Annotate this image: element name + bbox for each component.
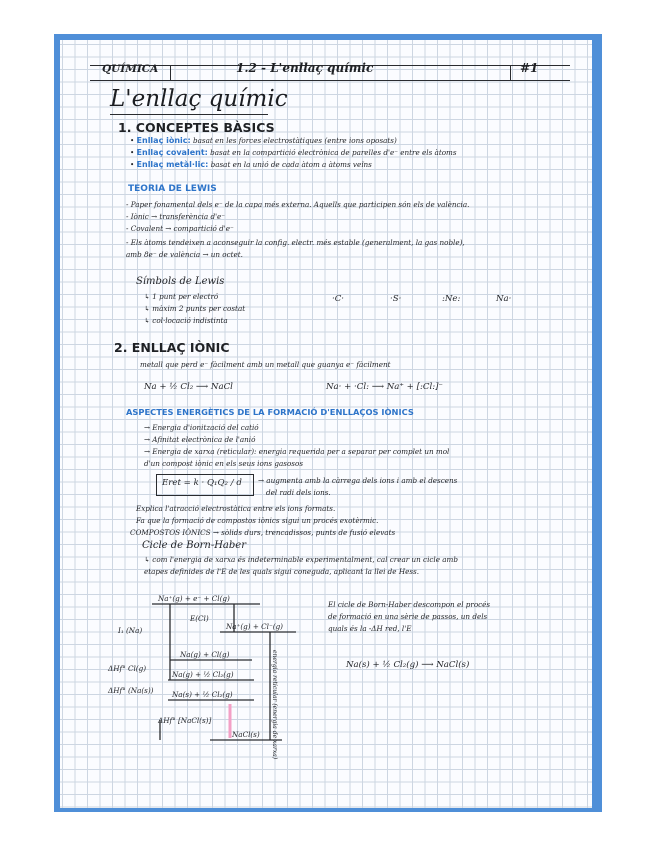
- energetic-note: Explica l'atracció electrostàtica entre els ions formats.: [136, 504, 336, 513]
- energetic-item: → Energia de xarxa (reticular): energia requerida per a separar per complet un mol: [144, 447, 450, 456]
- born-haber-description: ↳ com l'energia de xarxa és indeterminable experimentalment, cal crear un cicle amb: [144, 555, 458, 564]
- cycle-level-label: NaCl(s): [232, 730, 260, 739]
- bullet-item: • Enllaç metàl·lic: basat en la unió de cada àtom a àtoms veïns: [130, 160, 372, 169]
- cycle-step-label: I₁ (Na): [118, 626, 143, 635]
- formula-note: del radi dels ions.: [266, 488, 331, 497]
- cycle-level-label: Na(g) + ½ Cl₂(g): [172, 670, 234, 679]
- born-haber-description: etapes definides de l'E de les quals sigui coneguda, aplicant la llei de Hess.: [144, 567, 419, 576]
- cycle-explanation: quals és la -ΔH red, l'E: [328, 624, 412, 633]
- energetic-heading: ASPECTES ENERGÈTICS DE LA FORMACIÓ D'ENLLAÇOS IÒNICS: [126, 407, 414, 417]
- energetic-item: d'un compost iònic en els seus ions gasosos: [144, 459, 304, 468]
- lewis-rule: ↳ col·locació indistinta: [144, 316, 228, 325]
- bullet-item: • Enllaç covalent: basat en la compartició electrònica de parelles d'e⁻ entre els àtoms: [130, 148, 457, 157]
- cycle-level-label: Na(g) + Cl(g): [180, 650, 230, 659]
- cycle-step-label: ΔHf° (Na(s)): [108, 686, 154, 695]
- lattice-energy-label: energia reticular (energia de xarxa): [271, 650, 278, 760]
- ionic-intro: metall que perd e⁻ fàcilment amb un metall que guanya e⁻ fàcilment: [140, 360, 391, 369]
- lattice-energy-formula: Eret = k · Q₁Q₂ / d: [162, 478, 242, 488]
- header-page-number: #1: [520, 61, 539, 75]
- lewis-line: - Covalent → compartició d'e⁻: [126, 224, 234, 233]
- energetic-note: Fa que la formació de compostos iònics sigui un procés exotèrmic.: [136, 516, 379, 525]
- equation: Na + ½ Cl₂ ⟶ NaCl: [144, 382, 233, 392]
- lewis-line: - Paper fonamental dels e⁻ de la capa més externa. Aquells que participen són els de valència.: [126, 200, 470, 209]
- lewis-rule: ↳ 1 punt per electró: [144, 292, 219, 301]
- cycle-explanation: El cicle de Born-Haber descompon el procés: [328, 600, 491, 609]
- lewis-example: ·C·: [332, 294, 345, 304]
- energetic-item: → Afinitat electrònica de l'anió: [144, 435, 256, 444]
- cycle-step-label: ΔHf° [NaCl(s)]: [158, 716, 212, 725]
- cycle-step-label: ΔHf° Cl(g): [108, 664, 147, 673]
- formula-note: → augmenta amb la càrrega dels ions i amb el descens: [258, 476, 458, 485]
- cycle-level-label: Na⁺(g) + e⁻ + Cl(g): [158, 594, 230, 603]
- section-heading: 1. CONCEPTES BÀSICS: [118, 120, 275, 135]
- lewis-symbols-heading: Símbols de Lewis: [136, 276, 225, 287]
- page-title: L'enllaç químic: [110, 86, 288, 112]
- section-heading: 2. ENLLAÇ IÒNIC: [114, 340, 230, 355]
- notebook-page: [60, 40, 592, 808]
- overall-reaction: Na(s) + ½ Cl₂(g) ⟶ NaCl(s): [346, 660, 470, 670]
- bullet-item: • Enllaç iònic: basat en les forces electrostàtiques (entre ions oposats): [130, 136, 397, 145]
- lewis-heading: TEORIA DE LEWIS: [128, 184, 217, 194]
- lewis-line: amb 8e⁻ de valència → un octet.: [126, 250, 243, 259]
- energetic-item: → Energia d'ionització del catió: [144, 423, 259, 432]
- cycle-level-label: Na(s) + ½ Cl₂(g): [172, 690, 233, 699]
- cycle-level-label: Na⁺(g) + Cl⁻(g): [226, 622, 283, 631]
- lewis-example: Na·: [496, 294, 512, 304]
- born-haber-heading: Cicle de Born-Haber: [142, 540, 246, 551]
- cycle-explanation: de formació en una sèrie de passos, un dels: [328, 612, 488, 621]
- equation: Na· + ·Cl: ⟶ Na⁺ + [:Cl:]⁻: [326, 382, 443, 392]
- lewis-line: - Els àtoms tendeixen a aconseguir la config. electr. més estable (generalment, la gas noble),: [126, 238, 465, 247]
- energetic-note: COMPOSTOS IÒNICS → sòlids durs, trencadissos, punts de fusió elevats: [130, 528, 396, 537]
- header-subject: QUÍMICA: [102, 63, 159, 75]
- cycle-step-label: E(Cl): [190, 614, 209, 623]
- lewis-example: :Ne:: [442, 294, 461, 304]
- header-topic: 1.2 - L'enllaç químic: [236, 61, 374, 75]
- lewis-example: ·S·: [390, 294, 402, 304]
- lewis-rule: ↳ màxim 2 punts per costat: [144, 304, 246, 313]
- lewis-line: - Iònic → transferència d'e⁻: [126, 212, 226, 221]
